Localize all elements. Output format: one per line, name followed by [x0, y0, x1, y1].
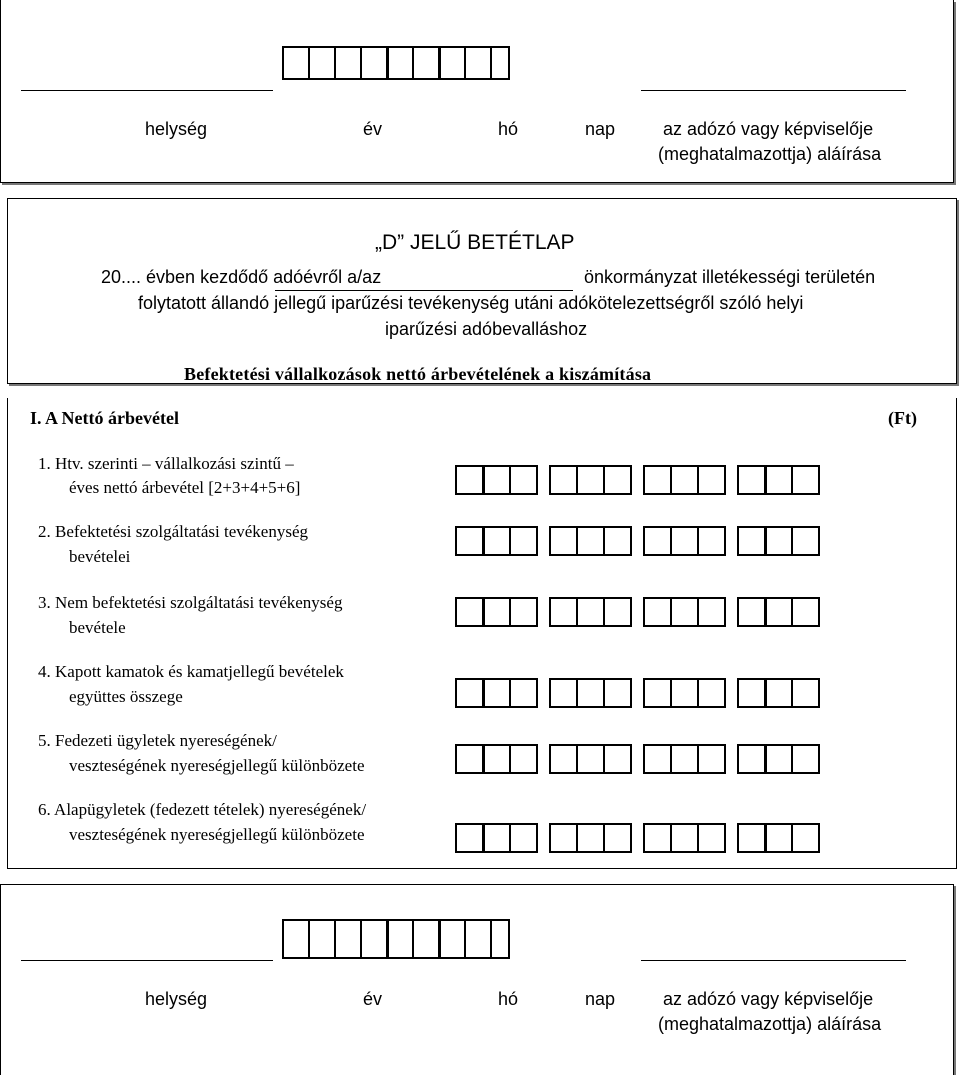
section-heading: I. A Nettó árbevétel — [30, 408, 179, 428]
year-digit-2[interactable] — [308, 46, 336, 80]
day-digit-2[interactable] — [464, 919, 492, 959]
day-digit-2[interactable] — [464, 46, 492, 80]
label-signatory-1: az adózó vagy képviselője — [663, 119, 874, 139]
label-signatory-2: (meghatalmazottja) aláírása — [658, 1014, 882, 1034]
label-year: év — [363, 119, 383, 139]
signature-line — [641, 90, 906, 91]
row-4-label-1: 4. Kapott kamatok és kamatjellegű bevételek — [38, 662, 344, 681]
label-day: nap — [585, 989, 616, 1009]
row-6-label-1: 6. Alapügyletek (fedezett tételek) nyereségének/ — [38, 800, 367, 819]
section-subtitle: Befektetési vállalkozások nettó árbevételének a kiszámítása — [184, 364, 652, 384]
row-5-amount-field[interactable] — [455, 744, 818, 774]
month-digit-2[interactable] — [412, 46, 440, 80]
header-line1-right: önkormányzat illetékességi területén — [584, 267, 876, 287]
row-1-amount-field[interactable] — [455, 465, 818, 495]
header-box — [7, 198, 957, 384]
row-5-label-2: veszteségének nyereségjellegű különbözete — [69, 756, 365, 775]
date-extra-cell[interactable] — [490, 919, 510, 959]
row-4-label-2: együttes összege — [69, 687, 183, 706]
section-box — [7, 398, 957, 869]
day-digit-1[interactable] — [438, 46, 466, 80]
row-2-amount-field[interactable] — [455, 526, 818, 556]
header-line1-left: 20.... évben kezdődő adóévről a/az — [101, 267, 382, 287]
label-day: nap — [585, 119, 616, 139]
month-digit-1[interactable] — [386, 46, 414, 80]
row-3-label-2: bevétele — [69, 618, 126, 637]
date-cells-bottom[interactable] — [282, 919, 508, 959]
month-digit-2[interactable] — [412, 919, 440, 959]
top-signature-box — [0, 0, 954, 183]
year-digit-4[interactable] — [360, 46, 388, 80]
bottom-signature-box — [0, 884, 954, 1075]
row-3-label-1: 3. Nem befektetési szolgáltatási tevékenység — [38, 593, 343, 612]
year-digit-3[interactable] — [334, 46, 362, 80]
row-2-label-2: bevételei — [69, 547, 131, 566]
year-digit-4[interactable] — [360, 919, 388, 959]
row-2-label-1: 2. Befektetési szolgáltatási tevékenység — [38, 522, 309, 541]
year-digit-1[interactable] — [282, 919, 310, 959]
label-month: hó — [498, 119, 519, 139]
row-5-label-1: 5. Fedezeti ügyletek nyereségének/ — [38, 731, 277, 750]
label-place: helység — [145, 119, 208, 139]
header-line2: folytatott állandó jellegű iparűzési tevékenység utáni adókötelezettségről szóló helyi — [138, 293, 804, 313]
row-4-amount-field[interactable] — [455, 678, 818, 708]
row-1-label-2: éves nettó árbevétel [2+3+4+5+6] — [69, 478, 301, 497]
day-digit-1[interactable] — [438, 919, 466, 959]
unit-label: (Ft) — [888, 408, 917, 428]
form-title: „D” JELŰ BETÉTLAP — [375, 231, 575, 254]
year-digit-2[interactable] — [308, 919, 336, 959]
label-signatory-1: az adózó vagy képviselője — [663, 989, 874, 1009]
place-line — [21, 90, 273, 91]
month-digit-1[interactable] — [386, 919, 414, 959]
date-year-month-day-cells[interactable] — [282, 46, 508, 80]
label-signatory-2: (meghatalmazottja) aláírása — [658, 144, 882, 164]
row-6-label-2: veszteségének nyereségjellegű különbözete — [69, 825, 365, 844]
label-month: hó — [498, 989, 519, 1009]
municipality-blank[interactable] — [275, 290, 573, 291]
year-digit-1[interactable] — [282, 46, 310, 80]
date-extra-cell[interactable] — [490, 46, 510, 80]
row-6-amount-field[interactable] — [455, 823, 818, 853]
row-3-amount-field[interactable] — [455, 597, 818, 627]
label-place: helység — [145, 989, 208, 1009]
place-line-bottom — [21, 960, 273, 961]
header-line3: iparűzési adóbevalláshoz — [385, 319, 588, 339]
row-1-label-1: 1. Htv. szerinti – vállalkozási szintű – — [38, 454, 294, 473]
signature-line-bottom — [641, 960, 906, 961]
label-year: év — [363, 989, 383, 1009]
year-digit-3[interactable] — [334, 919, 362, 959]
